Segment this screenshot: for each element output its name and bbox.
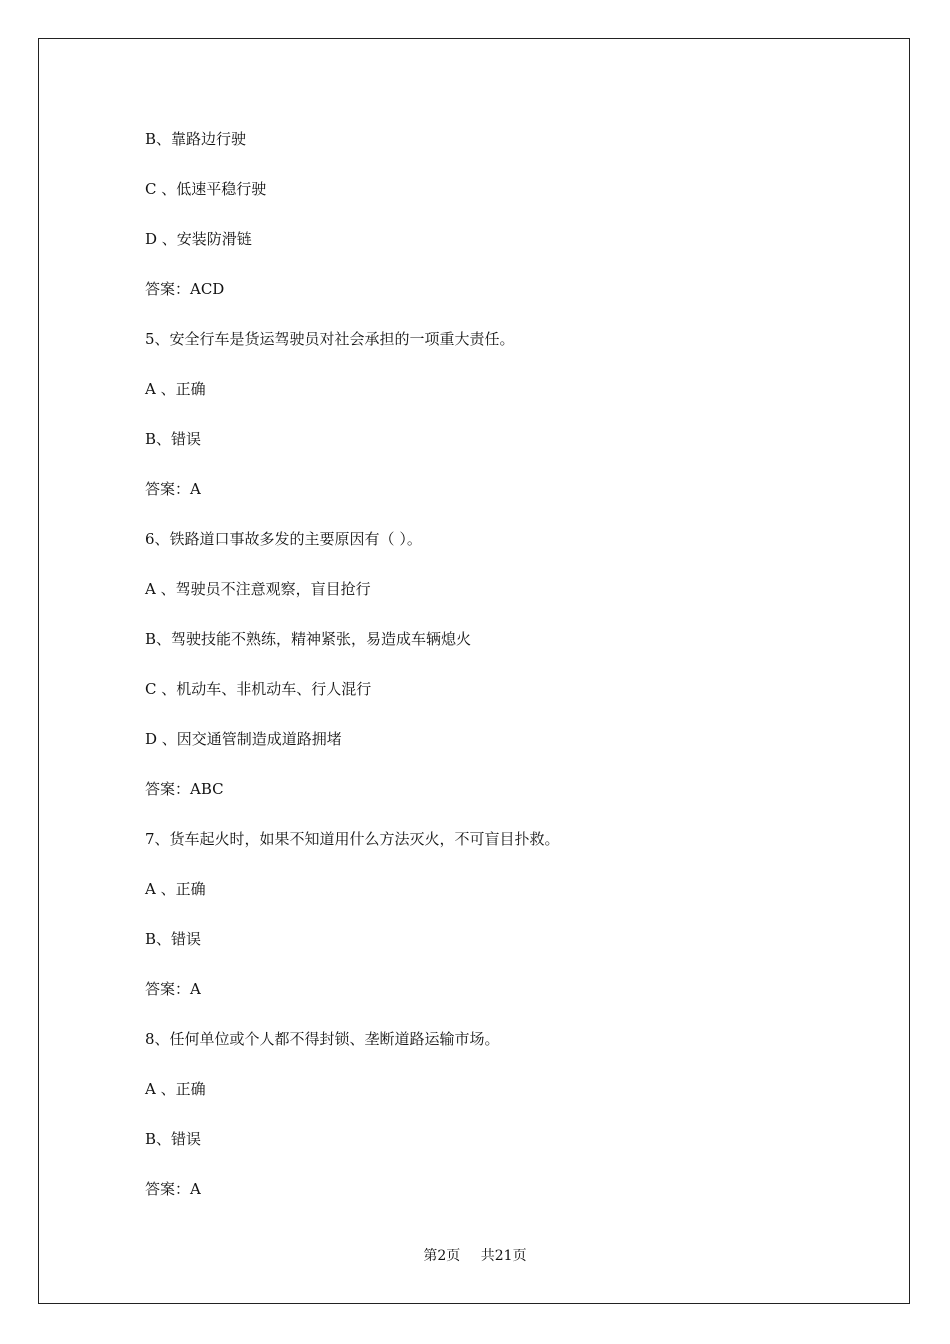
option-b: B、驾驶技能不熟练，精神紧张，易造成车辆熄火 — [145, 630, 472, 648]
option-a: A 、正确 — [145, 380, 206, 398]
question-5: 5、安全行车是货运驾驶员对社会承担的一项重大责任。 — [145, 330, 515, 348]
answer: 答案：A — [145, 980, 201, 998]
answer: 答案：A — [145, 480, 201, 498]
answer: 答案：A — [145, 1180, 201, 1198]
answer: 答案：ABC — [145, 780, 224, 798]
option-b: B、靠路边行驶 — [145, 130, 247, 148]
option-d: D 、因交通管制造成道路拥堵 — [145, 730, 342, 748]
option-a: A 、正确 — [145, 880, 206, 898]
page-number: 第2页 — [423, 1248, 461, 1264]
question-8: 8、任何单位或个人都不得封锁、垄断道路运输市场。 — [145, 1030, 500, 1048]
question-7: 7、货车起火时，如果不知道用什么方法灭火，不可盲目扑救。 — [145, 830, 560, 848]
option-b: B、错误 — [145, 430, 202, 448]
option-c: C 、低速平稳行驶 — [145, 180, 267, 198]
option-a: A 、驾驶员不注意观察，盲目抢行 — [145, 580, 371, 598]
question-6: 6、铁路道口事故多发的主要原因有（ ）。 — [145, 530, 422, 548]
answer: 答案：ACD — [145, 280, 225, 298]
option-a: A 、正确 — [145, 1080, 206, 1098]
page-footer — [0, 1246, 950, 1266]
option-b: B、错误 — [145, 1130, 202, 1148]
page-total: 共21页 — [480, 1248, 527, 1264]
option-c: C 、机动车、非机动车、行人混行 — [145, 680, 372, 698]
option-b: B、错误 — [145, 930, 202, 948]
option-d: D 、安装防滑链 — [145, 230, 252, 248]
document-body — [145, 126, 845, 1226]
